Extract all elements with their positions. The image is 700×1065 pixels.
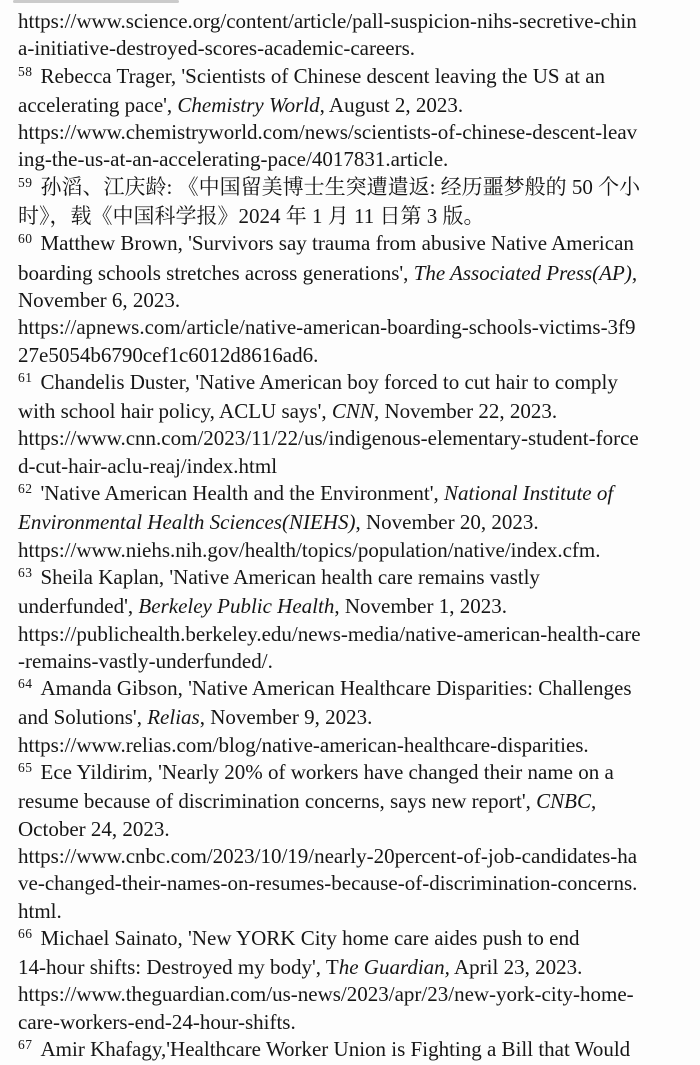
text-run: 'Native American Health and the Environment', [40,481,445,506]
text-run: April 23, 2023. [449,955,583,980]
italic-source-name: Berkeley Public Health [138,594,335,619]
italic-source-name: CNBC [536,789,591,814]
text-line [18,870,694,897]
italic-source-name: CNN [331,399,374,424]
text-run: Sheila Kaplan, 'Native American health care remains vastly [40,564,540,589]
text-line [18,369,694,398]
footnote-number: 62 [18,481,33,497]
text-line [18,981,694,1008]
text-run: Amir Khafagy,'Healthcare Worker Union is Fighting a Bill that Would [40,1036,631,1061]
text-run: https://publichealth.berkeley.edu/news-media/native-american-health-care [18,621,641,646]
text-line [18,119,694,146]
text-run: October 24, 2023. [18,816,170,841]
text-run: 孙滔、江庆龄: 《中国留美博士生突遭遣返: 经历噩梦般的 50 个小 [40,174,641,199]
text-line [18,675,694,704]
text-line [18,564,694,593]
text-run: 14-hour shifts: Destroyed my body', T [18,955,339,980]
text-run: care-workers-end-24-hour-shifts. [18,1009,296,1034]
text-run: Ece Yildirim, 'Nearly 20% of workers have changed their name on a [40,760,614,785]
text-line [18,453,694,480]
footnote-number: 59 [18,174,33,190]
text-run: Chandelis Duster, 'Native American boy forced to cut hair to comply [40,369,618,394]
text-line [18,1036,694,1065]
text-run: , [590,789,597,814]
text-line [18,843,694,870]
text-run: a-initiative-destroyed-scores-academic-careers. [18,36,416,61]
text-run: accelerating pace', [18,92,178,117]
text-line [18,425,694,452]
footnote-number: 61 [18,369,33,385]
text-run: Amanda Gibson, 'Native American Healthcare Disparities: Challenges [40,676,632,701]
text-run: , November 9, 2023. [199,705,373,730]
text-run: with school hair policy, ACLU says', [18,399,332,424]
text-run: and Solutions', [18,705,148,730]
text-run: https://www.cnn.com/2023/11/22/us/indigenous-elementary-student-force [18,426,639,451]
text-line [18,732,694,759]
text-run: Matthew Brown, 'Survivors say trauma from abusive Native American [40,231,634,256]
text-line [18,593,694,620]
text-line [18,8,694,35]
footnote-number: 58 [18,63,33,79]
text-run: November 6, 2023. [18,287,181,312]
text-run: , November 22, 2023. [373,399,558,424]
text-line [18,621,694,648]
text-run: 27e5054b6790cef1c6012d8616ad6. [18,342,319,367]
text-line [18,314,694,341]
text-line [18,63,694,92]
text-line [18,537,694,564]
text-line [18,203,694,230]
text-run: d-cut-hair-aclu-reaj/index.html [18,453,278,478]
text-line [18,480,694,509]
italic-source-name: The Associated Press(AP), [413,260,638,285]
text-line [18,174,694,203]
text-run: , August 2, 2023. [319,92,464,117]
text-line [18,816,694,843]
italic-source-name: he Guardian, [338,955,450,980]
text-run: html. [18,898,62,923]
text-line [18,788,694,815]
text-run: ve-changed-their-names-on-resumes-because-of-discrimination-concerns. [18,871,638,896]
italic-source-name: Chemistry World [177,92,320,117]
text-line [18,509,694,536]
text-line [18,898,694,925]
text-run: Rebecca Trager, 'Scientists of Chinese descent leaving the US at an [40,63,606,88]
text-run: Michael Sainato, 'New YORK City home care aides push to end [40,925,580,950]
text-run: underfunded', [18,594,139,619]
italic-source-name: National Institute of [444,481,614,506]
footnote-number: 67 [18,1036,33,1052]
text-line [18,287,694,314]
text-line [18,954,694,981]
italic-source-name: Relias [147,705,200,730]
text-line [18,759,694,788]
text-run: https://apnews.com/article/native-american-boarding-schools-victims-3f9 [18,315,636,340]
text-line [18,1009,694,1036]
text-run: https://www.science.org/content/article/pall-suspicion-nihs-secretive-chin [18,9,637,33]
italic-source-name: Environmental Health Sciences(NIEHS) [18,510,356,535]
text-line [18,230,694,259]
text-line [18,260,694,287]
footnote-number: 63 [18,564,33,580]
text-line [18,704,694,731]
text-run: ing-the-us-at-an-accelerating-pace/4017831.article. [18,147,449,172]
text-run: https://www.chemistryworld.com/news/scientists-of-chinese-descent-leav [18,120,638,145]
text-run: -remains-vastly-underfunded/. [18,648,273,673]
text-line [18,398,694,425]
text-run: boarding schools stretches across generations', [18,260,414,285]
text-run: https://www.theguardian.com/us-news/2023/apr/23/new-york-city-home- [18,982,634,1007]
text-line [18,925,694,954]
text-line [18,648,694,675]
footnote-number: 65 [18,760,33,776]
text-line [18,35,694,62]
text-run: https://www.niehs.nih.gov/health/topics/population/native/index.cfm. [18,537,601,562]
footnote-number: 66 [18,925,33,941]
text-run: 时》，载《中国科学报》2024 年 1 月 11 日第 3 版。 [18,204,485,229]
text-run: https://www.relias.com/blog/native-american-healthcare-disparities. [18,732,589,757]
footnote-number: 64 [18,676,33,692]
text-line [18,146,694,173]
text-run: resume because of discrimination concerns, says new report', [18,789,537,814]
text-line [18,92,694,119]
text-run: , November 20, 2023. [355,510,539,535]
text-line [18,342,694,369]
text-run: , November 1, 2023. [334,594,507,619]
page-top-edge-artifact [13,0,179,3]
footnote-number: 60 [18,231,33,247]
text-run: https://www.cnbc.com/2023/10/19/nearly-20percent-of-job-candidates-ha [18,843,638,868]
